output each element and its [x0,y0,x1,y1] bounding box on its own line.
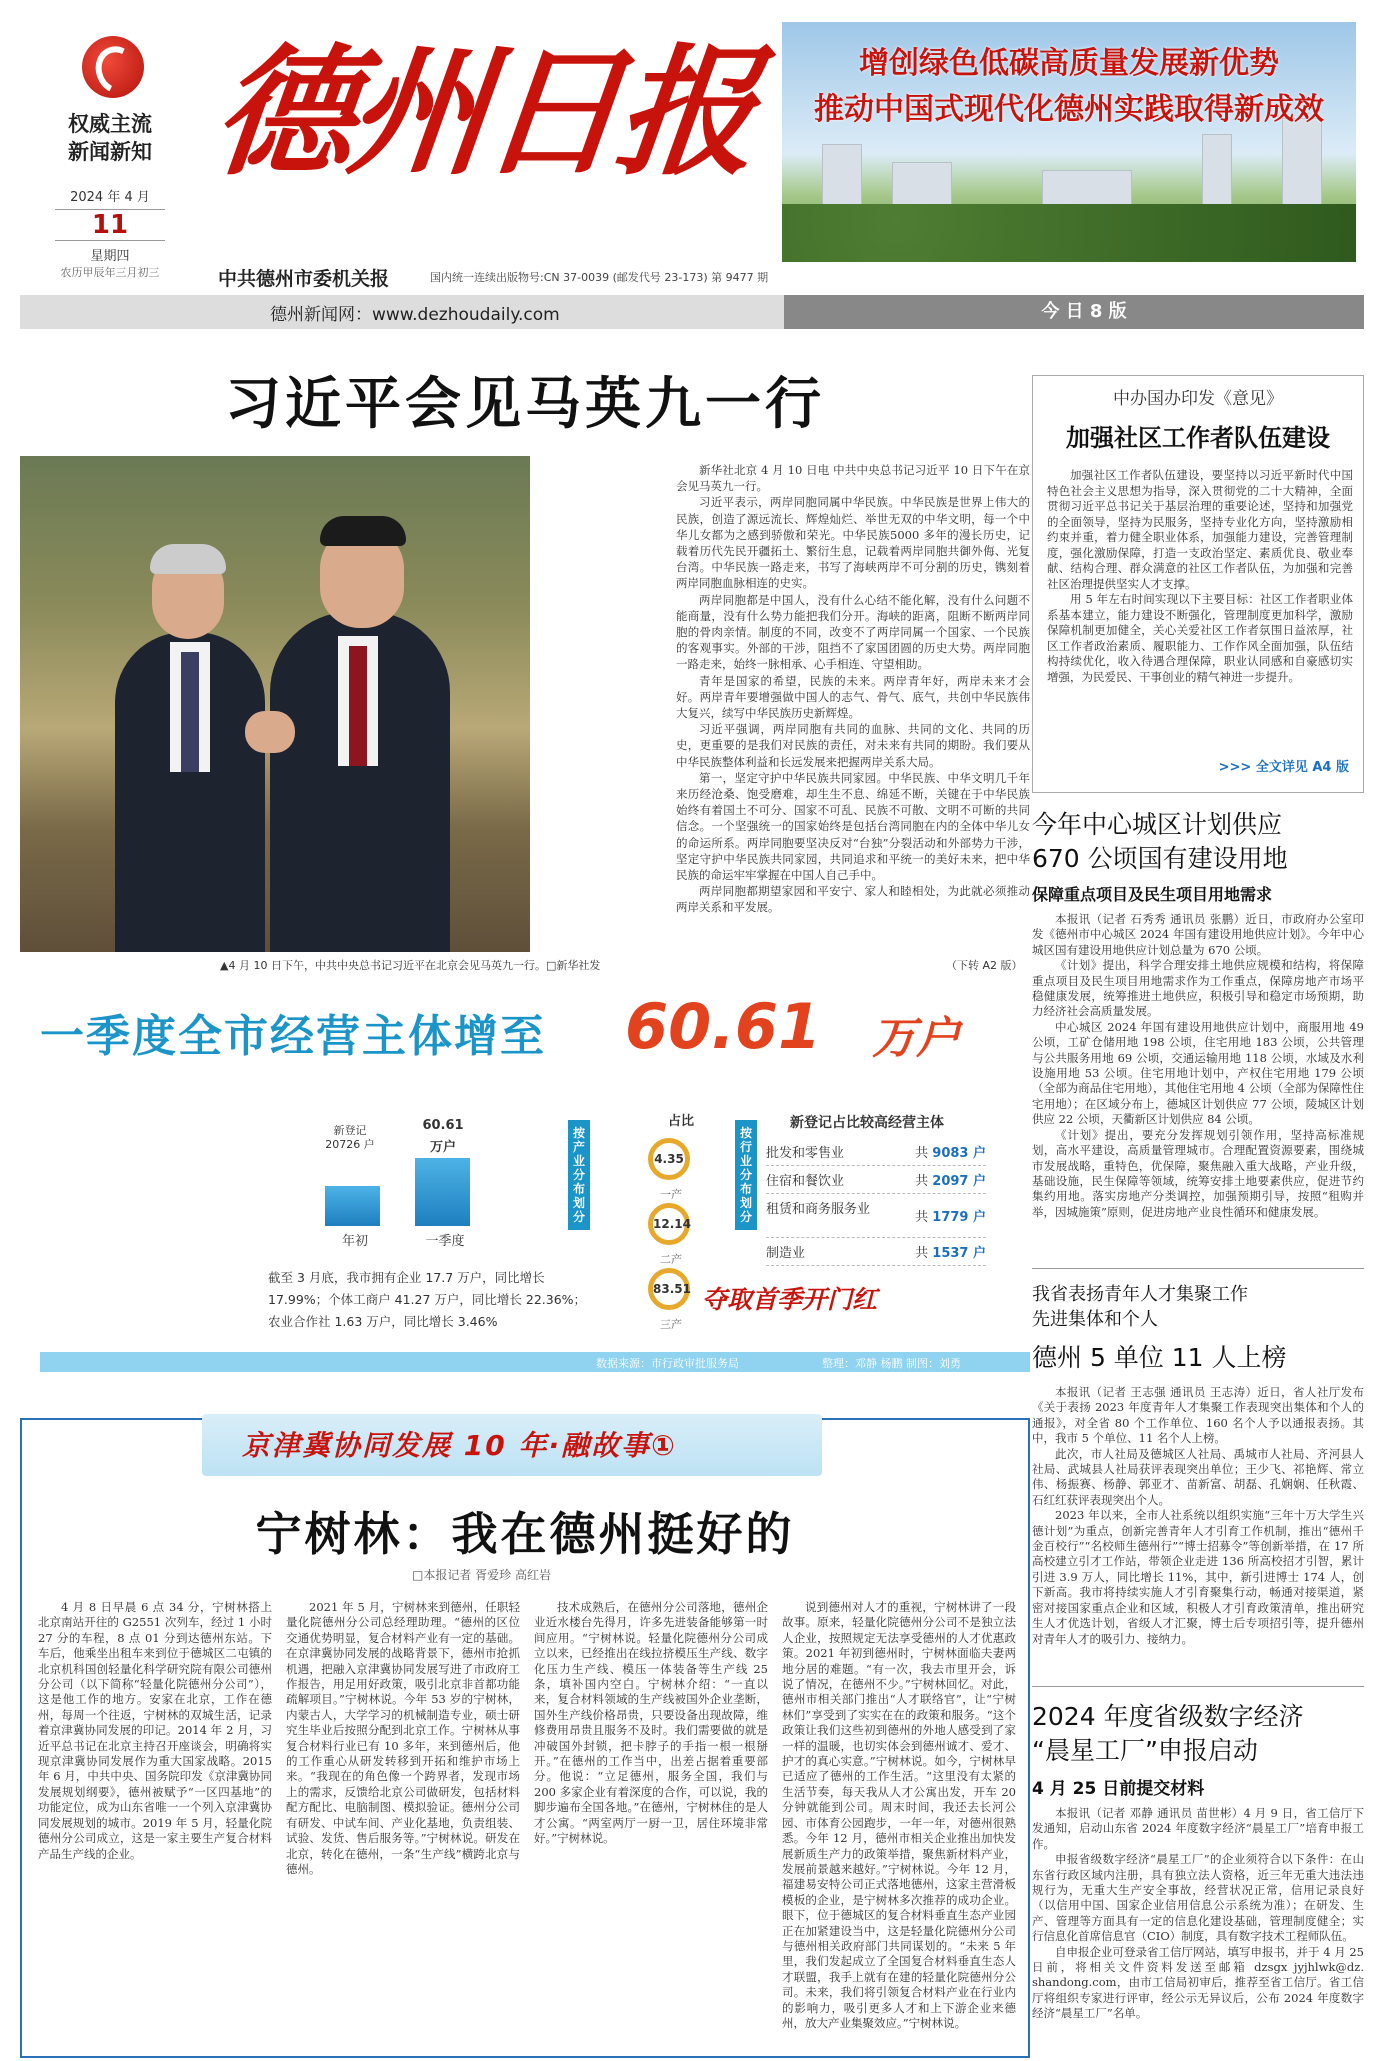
building-shape [1202,134,1232,214]
land-supply-headline[interactable] [1032,808,1364,876]
industry-row [766,1170,986,1194]
feature-paragraph: 2021 年 5 月，宁树林来到德州，任职轻量化院德州分公司总经理助理。“德州的区位交通优势明显，复合材料产业有一定的基础。在京津冀协同发展的战略背景下，德州市抢抓机遇，把融入京津冀协同发展写进了市政府工作报告，用足用好政策，吸引北京非首都功能疏解项目。”宁树林说。今年 53 岁的宁树林，内蒙古人，大学学习的机械制造专业，硕士研究生毕业后按照分配到北京工作。宁树林从事复合材料行业已有 10 多年，来到德州后，他的工作重心从研发转移到开拓和维护市场上来。“我现在的角色像一个跨界者，发现市场上的需求，反馈给北京公司做研发，包括材料配方配比、电脑制图、模拟验证。德州分公司有研发、中试车间、产业化基地，负责组装、试验、发货、售后服务等。”宁树林说。研发在北京，转化在德州，一条“生产线”横跨北京与德州。 [286,1600,520,1876]
industry-name: 住宿和餐饮业 [766,1174,845,1189]
talent-kicker-line-2: 先进集体和个人 [1032,1309,1158,1330]
organization: 中共德州市委机关报 [218,268,390,290]
digital-body [1032,1806,1364,2056]
land-paragraph: 本报讯（记者 石秀秀 通讯员 张鹏）近日，市政府办公室印发《德州市中心城区 2024 年国有建设用地供应计划》。今年中心城区国有建设用地供应计划总量为 670 公顷。 [1032,912,1364,957]
bar-right-label: 一季度 [425,1234,465,1249]
person-right-hair [320,516,406,546]
slogan [50,110,170,166]
infographic-headline-unit: 万户 [872,1013,960,1064]
tie-shape [349,646,367,766]
building-shape [1282,118,1322,214]
industry-value: 2097 户 [932,1174,986,1189]
talent-paragraph: 此次，市人社局及德城区人社局、禹城市人社局、齐河县人社局、武城县人社局获评表现突出单位；王少飞、祁艳辉、常立伟、杨振赛、杨静、郭亚才、苗新富、胡磊、孔娴娴、任秋霞、石红红获评表现突出个人。 [1032,1446,1364,1507]
feature-paragraph: 说到德州对人才的重视，宁树林讲了一段故事。原来，轻量化院德州分公司不是独立法人企业，按照规定无法享受德州的人才优惠政策。2021 年初到德州时，宁树林面临夫妻两地分居的难题。“有一次，我去市里开会，诉说了情况，在德州不少。”宁树林回忆。对此，德州市相关部门推出“人才联络官”，让“宁树林们”享受到了实实在在的政策和服务。“这个政策让我们这些初到德州的外地人感受到了家一样的温暖，也切实体会到德州诚才、爱才、护才的真心实意。”宁树林说。如今，宁树林早已适应了德州的工作生活。“这里没有太紧的生活节奏，每天我从人才公寓出发，开车 20 分钟就能到公司。周末时间，我还去长河公园、市体育公园跑步，一年一年，对德州很熟悉。今年 12 月，德州市相关企业推出加快发展新质生产力的政策举措，聚焦新材料产业，发展前景越来越好。”宁树林说。今年 12 月，福建易安特公司正式落地德州，这家主营滑板模板的企业，是宁树林多次推荐的成功企业。眼下，位于德城区的复合材料垂直生态产业园正在加紧建设当中，这是轻量化院德州分公司与德州相关政府部门共同谋划的。“未来 5 年里，我们发起成立了全国复合材料垂直生态人才联盟，我手上就有在建的轻量化院德州分公司。未来，我们将引领复合材料产业在行业内的影响力，吸引更多人才和上下游企业来德州，放大产业集聚效应。”宁树林说。 [782,1600,1016,2030]
date-box [45,186,175,280]
lead-paragraph: 习近平强调，两岸同胞有共同的血脉、共同的文化、共同的历史，更重要的是我们对民族的责任，对未来有共同的期盼。我们要从中华民族整体利益和长远发展来把握两岸关系大局。 [676,722,1030,769]
ring-primary: 4.35 [648,1138,690,1180]
credit: 整理：邓静 杨鹏 制图：刘勇 [822,1357,961,1370]
digital-paragraph: 本报讯（记者 邓静 通讯员 苗世彬）4 月 9 日，省工信厅下发通知，启动山东省 2024 年度数字经济“晨星工厂”培育申报工作。 [1032,1806,1364,1851]
nav-bar [20,295,1364,329]
divider [1032,1686,1364,1687]
feature-story [20,1418,1030,2058]
infographic-summary: 截至 3 月底，我市拥有企业 17.7 万户，同比增长 17.99%；个体工商户 41.27 万户，同比增长 22.36%；农业合作社 1.63 万户，同比增长 3.46% [268,1270,587,1329]
new-reg-value: 20726 户 [325,1138,375,1151]
digital-subheadline: 4 月 25 日前提交材料 [1032,1779,1205,1799]
industry-name: 租赁和商务服务业 [766,1202,871,1217]
bar-year-start [325,1186,380,1226]
land-headline-line-2: 670 公顷国有建设用地 [1032,844,1288,873]
bar-left-label: 年初 [341,1234,368,1249]
day: 11 [55,209,165,241]
industry-prefix: 共 [915,1174,929,1189]
banner-line-1: 增创绿色低碳高质量发展新优势 [859,46,1279,81]
industry-prefix: 共 [915,1146,929,1161]
banner-line-2: 推动中国式现代化德州实践取得新成效 [814,92,1324,127]
digital-headline-line-1: 2024 年度省级数字经济 [1032,1702,1304,1731]
divider [1032,1268,1364,1269]
lead-paragraph: 习近平表示，两岸同胞同属中华民族。中华民族是世界上伟大的民族，创造了源远流长、辉煌灿烂、举世无双的中华文明，每一个中华儿女都为之感到骄傲和荣光。中华民族5000 多年的漫长历史，记载着历代先民开疆拓土、繁衍生息，记载着两岸同胞共御外侮、光复台湾。中华民族一路走来，书写了海峡两岸不可分割的历史，镌刻着两岸同胞血脉相连的史实。 [676,495,1030,591]
lead-paragraph: 第一，坚定守护中华民族共同家园。中华民族、中华文明几千年来历经沧桑、饱受磨难，却生生不息、绵延不断，关键在于中华民族始终有着国土不可分、国家不可乱、民族不可散、文明不可断的共同信念。一个坚强统一的国家始终是包括台湾同胞在内的全体中华儿女的命运所系。两岸同胞要坚决反对“台独”分裂活动和外部势力干涉，坚定守护中华民族共同家园，共同追求和平统一的美好未来，把中华民族的命运牢牢掌握在中国人自己手中。 [676,770,1030,883]
ring-secondary-label: 二产 [660,1253,682,1266]
data-source: 数据来源：市行政审批服务局 [596,1357,739,1370]
land-paragraph: 《计划》提出，要充分发挥规划引领作用，坚持高标准规划，高水平建设，高质量管理城市。合理配置资源要素，围绕城市发展战略，重特色，优保障，聚焦融入重大战略，产业升级，基础设施，民生保障等领域，统筹安排土地要素供应，促进节约集约用地。落实房地产分类调控，加强预期引导，按照“租购并举，因城施策”原则，促进房地产业良性循环和健康发展。 [1032,1127,1364,1219]
share-title: 占比 [668,1114,695,1129]
slogan-line-1: 权威主流 [68,112,152,136]
industry-prefix: 共 [915,1246,929,1261]
bar-top-unit: 万户 [429,1140,456,1155]
lead-body [676,462,1030,972]
feature-paragraph: 技术成熟后，在德州分公司落地，德州企业近水楼台先得月，许多先进装备能够第一时间应用。“宁树林说。轻量化院德州分公司成立以来，已经推出在线拉挤模压生产线、数字化压力生产线、模压一体装备等生产线 25 条，填补国内空白。宁树林介绍：“一直以来，复合材料领域的生产线被国外企业垄断，国外生产线价格昂贵，只要设备出现故障，维修费用昂贵且服务不及时。我们需要做的就是冲破国外封锁，把卡脖子的手指一根一根掰开。”在德州的工作当中，出差占据着重要部分。他说：“立足德州，服务全国，我们与 200 多家企业有着深度的合作，可以说，我的脚步遍布全国各地。”在德州，宁树林住的是人才公寓。“两室两厅一厨一卫，居住环境非常好。”宁树林说。 [534,1600,768,1846]
lunar-date: 农历甲辰年三月初三 [60,266,160,279]
banner-ad [782,22,1356,262]
box-paragraph: 用 5 年左右时间实现以下主要目标：社区工作者职业体系基本建立，能力建设不断强化，管理制度更加科学，激励保障机制更加健全，关心关爱社区工作者氛围日益浓厚，社区工作者政治素质、履职能力、工作作风全面加强，队伍结构持续优化，收入待遇合理保障，职业认同感和自豪感切实增强，为民爱民、干事创业的精气神进一步提升。 [1047,592,1353,684]
person-left-hair [150,544,226,574]
lead-paragraph: 两岸同胞都期望家园和平安宁、家人和睦相处，为此就必须推动两岸关系和平发展。 [676,884,1030,915]
newspaper-title: 德州日报 [206,31,760,195]
lead-paragraph: 两岸同胞都是中国人，没有什么心结不能化解，没有什么问题不能商量，没有什么势力能把我们分开。海峡的距离，阻断不断两岸同胞的骨肉亲情。制度的不同，改变不了两岸同属一个国家、一个民族的客观事实。外部的干涉，阻挡不了家国团圆的历史大势。两岸同胞一路走来，始终一脉相承、心手相连、守望相助。 [676,592,1030,672]
industry-name: 批发和零售业 [766,1146,845,1161]
today-pages: 今 日 8 版 [784,295,1364,329]
talent-paragraph: 本报讯（记者 王志强 通讯员 王志涛）近日，省人社厅发布《关于表扬 2023 年度青年人才集聚工作表现突出集体和个人的通报》，对全省 80 个工作单位、160 名个人予以通报表扬。其中，我市 5 个单位、11 名个人上榜。 [1032,1385,1364,1446]
tab-by-industry: 按产业分布划分 [568,1120,590,1230]
ring-tertiary: 83.51 [648,1268,690,1310]
feature-column [782,1600,1016,2050]
digital-paragraph: 申报省级数字经济“晨星工厂”的企业须符合以下条件：在山东省行政区域内注册，具有独立法人资格，近三年无重大违法违规行为，无重大生产安全事故，经营状况正常，信用记录良好（以信用中国、国家企业信用信息公示系统为准）；在研发、生产、管理等方面具有一定的信息化建设基础，管理制度健全；实行信息化首席信息官（CIO）制度，具有数字技术工程师队伍。 [1032,1852,1364,1944]
digital-headline-line-2: “晨星工厂”申报启动 [1032,1736,1258,1765]
talent-kicker-line-1: 我省表扬青年人才集聚工作 [1032,1284,1248,1305]
ring-primary-label: 一产 [660,1188,682,1201]
box-body [1047,468,1353,748]
newspaper-logo-icon [82,36,144,98]
infographic-slogan: 夺取首季开门红 [702,1285,878,1314]
industry-row [766,1142,986,1166]
feature-headline[interactable]: 宁树林：我在德州挺好的 [255,1507,795,1561]
lead-paragraph: 新华社北京 4 月 10 日电 中共中央总书记习近平 10 日下午在京会见马英九一行。 [676,463,1030,494]
box-paragraph: 加强社区工作者队伍建设，要坚持以习近平新时代中国特色社会主义思想为指导，深入贯彻党的二十大精神，全面贯彻习近平总书记关于基层治理的重要论述，坚持和加强党的全面领导，坚持为民服务，坚持专业化方向，坚持激励相约束并重，着力健全职业体系，加强能力建设，完善管理制度，强化激励保障，打造一支政治坚定、素质优良、敬业奉献、结构合理、群众满意的社区工作者队伍，为加强和完善社区治理提供坚实人才支撑。 [1047,468,1353,591]
digital-paragraph: 自申报企业可登录省工信厅网站，填写申报书，并于 4 月 25 日前，将相关文件资料发送至邮箱 dzsgx jyjhlwk@dz. shandong.com，由市工信局初审后，推荐至省工信厅。省工信厅将组织专家进行评审，经公示无异议后，公布 2024 年度数字经济“晨星工厂”名单。 [1032,1944,1364,2021]
continued-note: （下转 A2 版） [946,959,1023,972]
bar-top-value: 60.61 [422,1118,464,1133]
feature-column [534,1600,768,2050]
tie-shape [181,652,199,772]
feature-ribbon [202,1414,822,1476]
talent-kicker [1032,1282,1364,1332]
industry-name: 制造业 [766,1246,806,1261]
ring-tertiary-label: 三产 [660,1318,682,1331]
infographic-headline: 一季度全市经营主体增至 [40,1011,546,1062]
infographic [20,990,1030,1375]
industry-value: 1779 户 [932,1210,986,1225]
feature-paragraph: 4 月 8 日早晨 6 点 34 分，宁树林搭上北京南站开往的 G2551 次列车，经过 1 小时 27 分的车程，8 点 01 分到达德州东站。下车后，他乘坐出租车来到位于德城区二屯镇的北京机科国创轻量化科学研究院有限公司德州分公司（以下简称“轻量化院德州分公司”），这是他工作的地方。安家在北京，工作在德州，每周一个往返，宁树林的双城生活，记录着京津冀协同发展的印记。2014 年 2 月，习近平总书记在北京主持召开座谈会，明确将实现京津冀协同发展作为重大国家战略。2015 年 6 月，中共中央、国务院印发《京津冀协同发展规划纲要》，德州被赋予“一区四基地”的功能定位，成为山东省唯一一个列入京津冀协同发展规划的城市。2019 年 5 月，轻量化院德州分公司成立，这是一家主要生产复合材料产品生产线的企业。 [38,1600,272,1861]
slogan-line-2: 新闻新知 [68,140,152,164]
tab-by-sector: 按行业分布划分 [735,1120,757,1230]
feature-column [286,1600,520,2050]
new-reg-label: 新登记 [333,1124,367,1137]
trees-shape [782,204,1356,262]
bar-q1 [415,1158,470,1226]
talent-paragraph: 2023 年以来，全市人社系统以组织实施“三年十万大学生兴德计划”为重点，创新完善青年人才引育工作机制，推出“德州千金百校行”“名校师生德州行”“博士招募令”等创新举措，在 17 所高校建立引才工作站，带领企业走进 136 所高校招才引智，累计引进 3.9 万人，同比增长 11%，其中，新引进博士 174 人，创下新高。我市将持续实施人才引育聚集行动，畅通对接渠道，紧密对接国家重点企业和区域，积极人才引育政策清单，推出研究生人才优选计划，省级人才汇聚，博士后专项招引等，提升德州对青年人才的吸引力、接纳力。 [1032,1508,1364,1646]
weekday: 星期四 [90,249,130,264]
talent-body [1032,1385,1364,1665]
land-paragraph: 《计划》提出，科学合理安排土地供应规模和结构，将保障重点项目及民生项目用地需求作为工作重点，保障房地产市场平稳健康发展，统筹推进土地供应，积极引导和稳定市场预期，助力经济社会高质量发展。 [1032,958,1364,1019]
box-kicker: 中办国办印发《意见》 [1113,389,1283,409]
lead-paragraph: 青年是国家的希望，民族的未来。两岸青年好，两岸未来才会好。两岸青年要增强做中国人的志气、骨气、底气，共创中华民族伟大复兴，续写中华民族历史新辉煌。 [676,673,1030,721]
land-headline-line-1: 今年中心城区计划供应 [1032,810,1283,839]
digital-economy-headline[interactable] [1032,1700,1364,1768]
feature-byline: □本报记者 胥爱珍 高红岩 [412,1568,551,1582]
land-subheadline: 保障重点项目及民生项目用地需求 [1032,885,1273,904]
website-link[interactable]: 德州新闻网：www.dezhoudaily.com [270,305,560,325]
feature-ribbon-text: 京津冀协同发展 10 年·融故事① [242,1429,677,1462]
land-paragraph: 中心城区 2024 年国有建设用地供应计划中，商服用地 49 公顷，工矿仓储用地 198 公顷，住宅用地 183 公顷，公共管理与公共服务用地 69 公顷，交通运输用地 118 公顷，水域及水利设施用地 53 公顷。住宅用地计划中，产权住宅用地 179 公顷（全部为商品住宅用地），其他住宅用地 4 公顷（全部为保障性住宅用地）；在区域分布上，德城区计划供应 77 公顷，陵城区计划供应 22 公顷，天衢新区计划供应 84 公顷。 [1032,1019,1364,1127]
community-workers-box [1032,375,1364,793]
full-text-link[interactable]: >>> 全文详见 A4 版 [1218,760,1349,775]
feature-column [38,1600,272,2050]
lead-photo [20,456,530,952]
box-headline[interactable]: 加强社区工作者队伍建设 [1066,423,1330,452]
year-month: 2024 年 4 月 [70,190,150,205]
land-body [1032,912,1364,1242]
industry-row [766,1198,986,1238]
publication-number: 国内统一连续出版物号:CN 37-0039 (邮发代号 23-173) 第 9477 期 [430,271,769,284]
handshake-shape [245,711,295,753]
industry-title: 新登记占比较高经营主体 [790,1115,944,1131]
photo-caption: ▲4 月 10 日下午，中共中央总书记习近平在北京会见马英九一行。□新华社发 [220,959,601,972]
industry-prefix: 共 [915,1210,929,1225]
infographic-headline-number: 60.61 [625,990,822,1063]
industry-value: 1537 户 [932,1246,986,1261]
lead-headline[interactable]: 习近平会见马英九一行 [225,372,825,437]
talent-headline[interactable]: 德州 5 单位 11 人上榜 [1032,1343,1287,1372]
ring-secondary: 12.14 [648,1203,690,1245]
industry-row [766,1242,986,1266]
infographic-source-bar [40,1352,1030,1372]
industry-value: 9083 户 [932,1146,986,1161]
feature-columns [38,1600,1016,2050]
